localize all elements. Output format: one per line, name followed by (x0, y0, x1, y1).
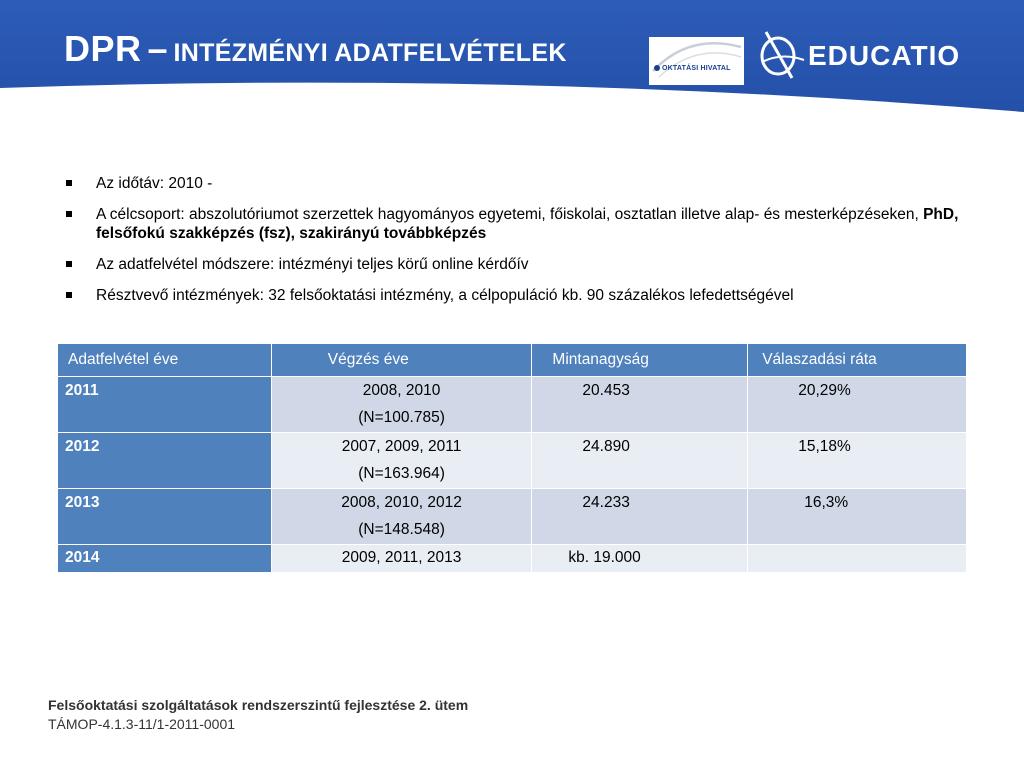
bullet-text: Az adatfelvétel módszere: intézményi teljes körű online kérdőív (96, 256, 529, 273)
cell-sample: 24.890 (532, 433, 748, 489)
bullet-item (62, 174, 962, 193)
cell-graduation (271, 377, 532, 433)
bullet-text: Résztvevő intézmények: 32 felsőoktatási intézmény, a célpopuláció kb. 90 százalékos lefedettségével (96, 287, 794, 304)
cell-graduation (271, 489, 532, 545)
cell-year: 2011 (58, 377, 272, 433)
graduation-years: 2007, 2009, 2011 (341, 438, 462, 455)
cell-rate (748, 545, 967, 573)
bullet-bold-text: PhD, felsőfokú szakképzés (fsz), szakirányú továbbképzés (96, 206, 959, 242)
header-graduation-year: Végzés éve (271, 344, 532, 377)
bullet-square-icon (66, 261, 72, 267)
footer-project-code: TÁMOP-4.1.3-11/1-2011-0001 (48, 716, 236, 732)
footer (48, 697, 468, 732)
bullet-text: A célcsoport: abszolutóriumot szerzettek hagyományos egyetemi, főiskolai, osztatlan illetve alap- és mesterképzéseken, (96, 206, 924, 223)
bullet-square-icon (66, 180, 72, 186)
header-sample-size: Mintanagyság (532, 344, 748, 377)
cell-sample: kb. 19.000 (532, 545, 748, 573)
ofi-swoosh-icon (649, 37, 744, 85)
title-dash: – (147, 28, 168, 69)
header-response-rate: Válaszadási ráta (748, 344, 967, 377)
cell-year: 2014 (58, 545, 272, 573)
cell-sample: 24.233 (532, 489, 748, 545)
cell-year: 2013 (58, 489, 272, 545)
bullet-item (62, 255, 962, 274)
educatio-emblem-icon (752, 26, 812, 84)
cell-sample: 20.453 (532, 377, 748, 433)
bullet-item (62, 205, 962, 243)
table-row (58, 433, 967, 489)
table-header-row (58, 344, 967, 377)
educatio-logo (752, 26, 972, 84)
cell-graduation: 2009, 2011, 2013 (271, 545, 532, 573)
table-row (58, 377, 967, 433)
bullet-square-icon (66, 211, 72, 217)
footer-project-title: Felsőoktatási szolgáltatások rendszerszintű fejlesztése 2. ütem (48, 697, 469, 713)
title-main: DPR (64, 28, 142, 69)
header-survey-year: Adatfelvétel éve (58, 344, 272, 377)
graduation-years: 2008, 2010, 2012 (341, 494, 462, 511)
bullet-item (62, 286, 962, 305)
table-row (58, 489, 967, 545)
bullet-square-icon (66, 292, 72, 298)
graduation-years: 2008, 2010 (362, 382, 441, 399)
educatio-logo-text: EDUCATIO (808, 40, 961, 71)
cell-rate: 20,29% (748, 377, 967, 433)
cell-rate: 15,18% (748, 433, 967, 489)
cell-graduation (271, 433, 532, 489)
survey-table (57, 343, 967, 573)
cell-rate: 16,3% (748, 489, 967, 545)
bullet-text: Az időtáv: 2010 - (96, 175, 213, 192)
cell-year: 2012 (58, 433, 272, 489)
ofi-logo-text: OKTATÁSI HIVATAL (662, 65, 731, 72)
oktatasi-hivatal-logo (649, 37, 744, 85)
title-sub: INTÉZMÉNYI ADATFELVÉTELEK (173, 39, 567, 67)
slide-title (64, 28, 567, 70)
table-row (58, 545, 967, 573)
population-n: (N=148.548) (358, 521, 445, 538)
bullet-list (62, 174, 962, 317)
population-n: (N=100.785) (358, 409, 445, 426)
population-n: (N=163.964) (358, 465, 445, 482)
